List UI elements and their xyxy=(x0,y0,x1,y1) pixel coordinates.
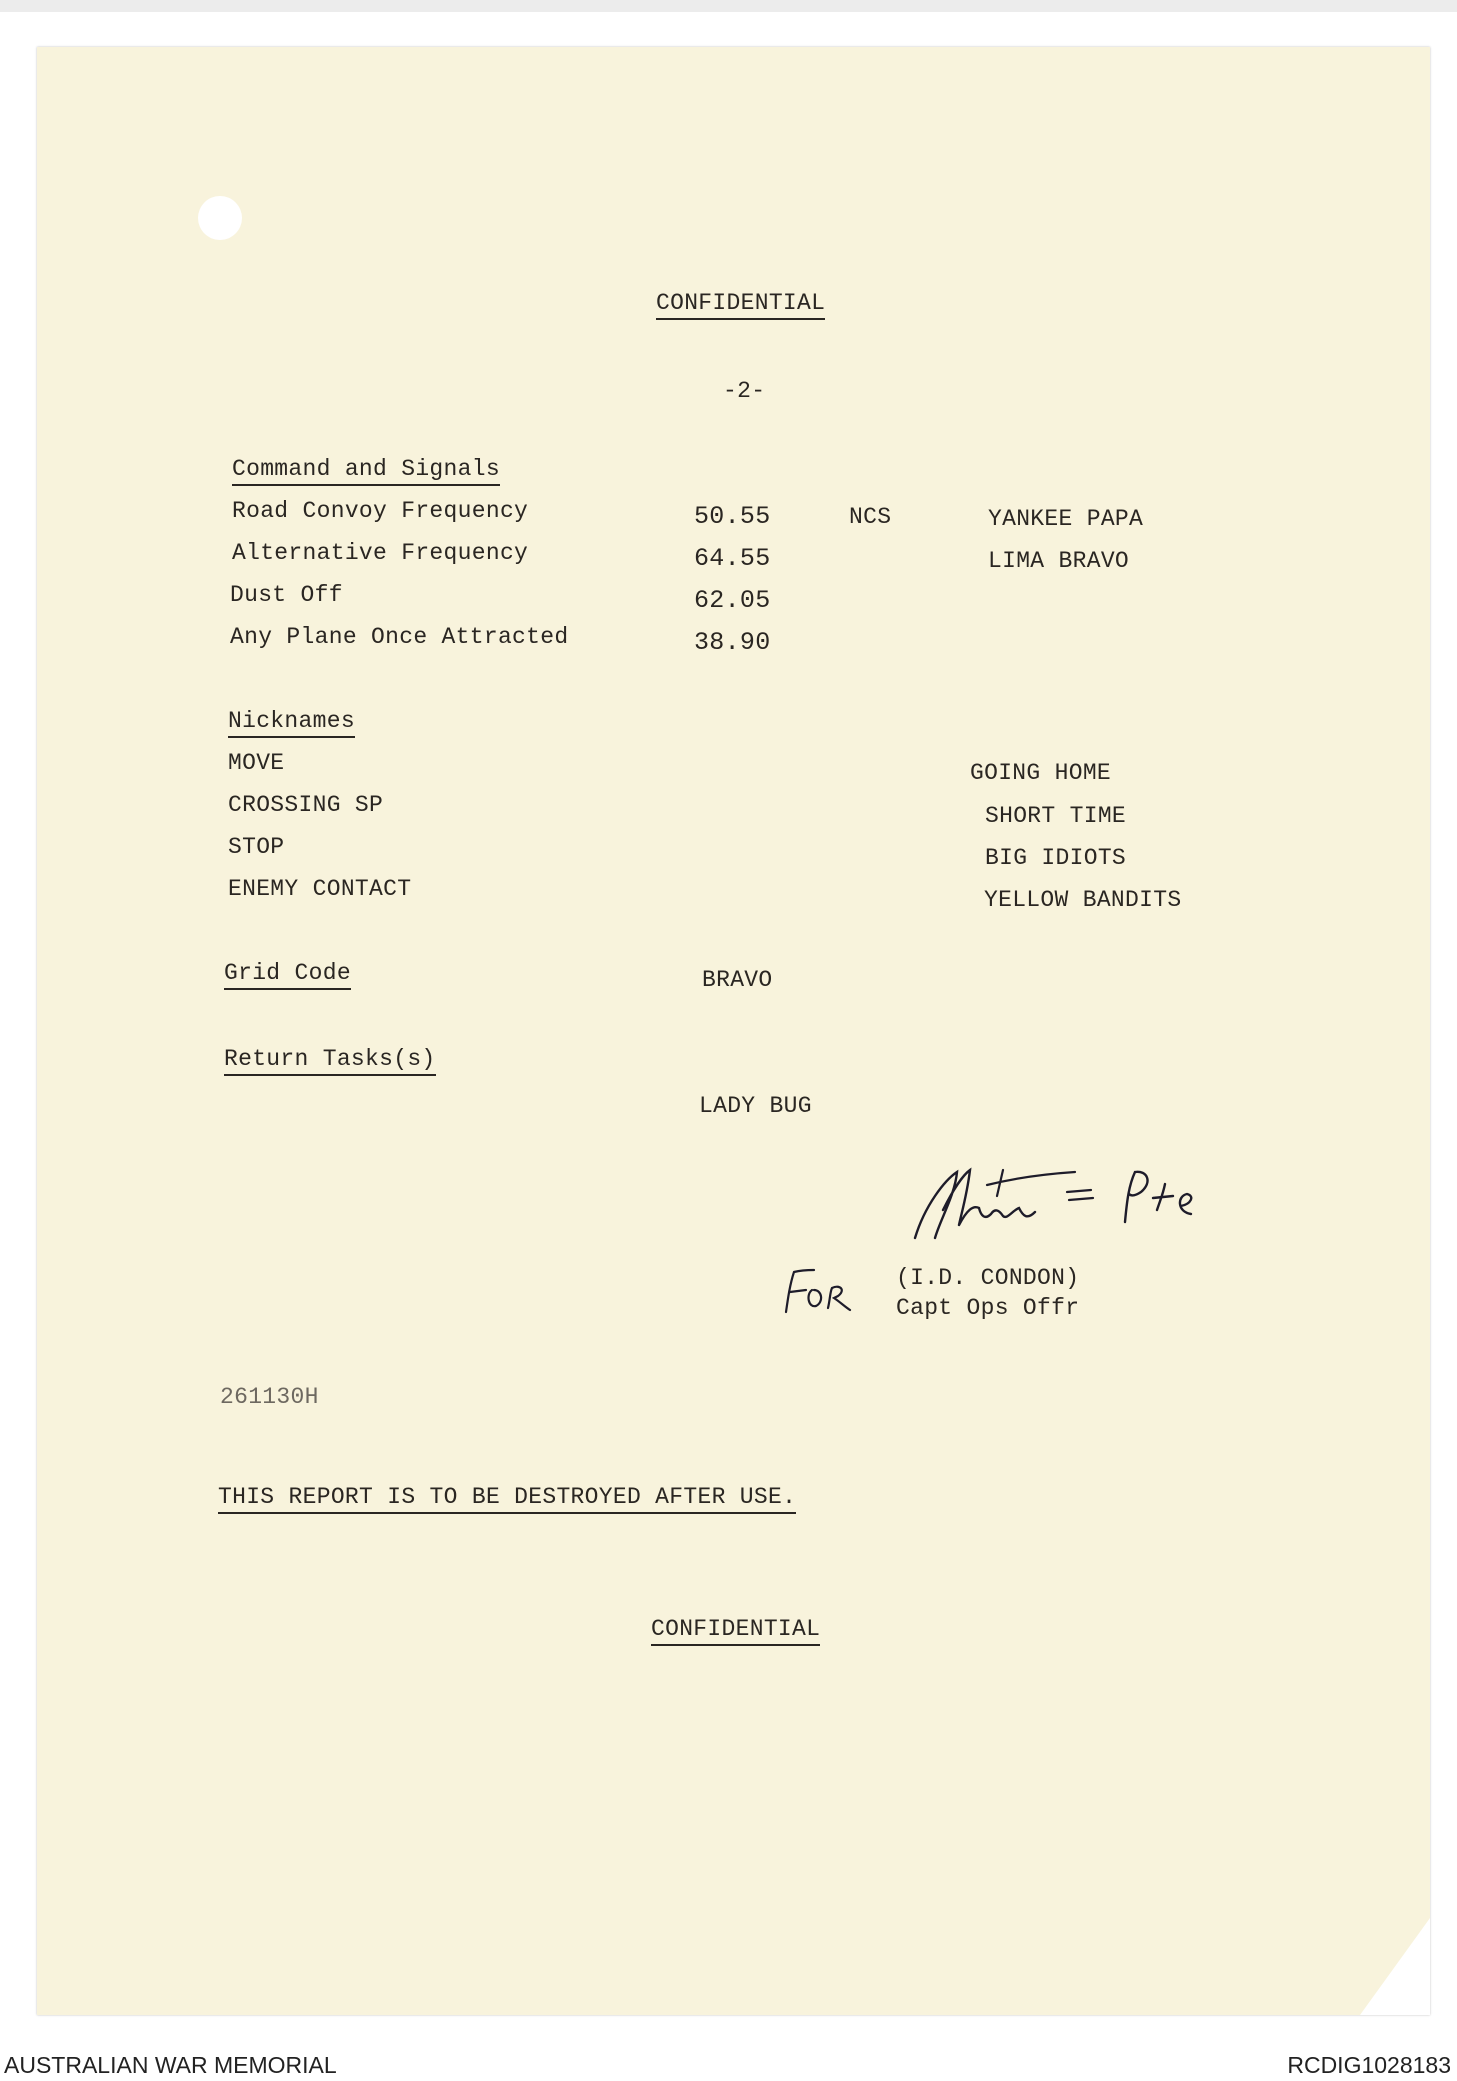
signal-ncs: NCS xyxy=(849,504,892,530)
signal-label: Dust Off xyxy=(230,582,343,608)
archive-credit: AUSTRALIAN WAR MEMORIAL xyxy=(4,2052,337,2078)
return-tasks-label: Return Tasks(s) xyxy=(224,1046,436,1076)
handwritten-signature xyxy=(895,1150,1235,1250)
destroy-notice: THIS REPORT IS TO BE DESTROYED AFTER USE. xyxy=(218,1484,796,1514)
nickname-term: ENEMY CONTACT xyxy=(228,876,412,902)
signal-callsign: YANKEE PAPA xyxy=(988,506,1144,532)
folded-corner xyxy=(1360,1918,1430,2015)
nickname-term: STOP xyxy=(228,834,285,860)
nickname-term: MOVE xyxy=(228,750,285,776)
nickname-value: GOING HOME xyxy=(970,760,1112,786)
nickname-value: BIG IDIOTS xyxy=(985,845,1127,871)
classification-header: CONFIDENTIAL xyxy=(656,290,825,320)
signal-frequency: 50.55 xyxy=(694,502,771,531)
signal-callsign: LIMA BRAVO xyxy=(988,548,1130,574)
page-number: -2- xyxy=(723,378,766,404)
signal-frequency: 38.90 xyxy=(694,628,771,657)
classification-footer: CONFIDENTIAL xyxy=(651,1616,820,1646)
nickname-value: YELLOW BANDITS xyxy=(984,887,1182,913)
punch-hole xyxy=(198,196,242,240)
officer-name: (I.D. CONDON) xyxy=(896,1265,1080,1291)
officer-title: Capt Ops Offr xyxy=(896,1295,1080,1321)
signal-label: Any Plane Once Attracted xyxy=(230,624,569,650)
signal-label: Road Convoy Frequency xyxy=(232,498,529,524)
grid-code-label: Grid Code xyxy=(224,960,351,990)
nickname-term: CROSSING SP xyxy=(228,792,384,818)
handwritten-for xyxy=(778,1262,858,1318)
return-tasks-value: LADY BUG xyxy=(699,1093,812,1119)
archive-id: RCDIG1028183 xyxy=(1287,2052,1451,2078)
signal-frequency: 62.05 xyxy=(694,586,771,615)
grid-code-value: BRAVO xyxy=(702,967,773,993)
document-page xyxy=(37,47,1430,2015)
section-heading-nicknames: Nicknames xyxy=(228,708,355,738)
date-time-group: 261130H xyxy=(220,1384,319,1410)
nickname-value: SHORT TIME xyxy=(985,803,1127,829)
scan-top-strip xyxy=(0,0,1457,12)
section-heading-command-signals: Command and Signals xyxy=(232,456,500,486)
signal-label: Alternative Frequency xyxy=(232,540,529,566)
signal-frequency: 64.55 xyxy=(694,544,771,573)
